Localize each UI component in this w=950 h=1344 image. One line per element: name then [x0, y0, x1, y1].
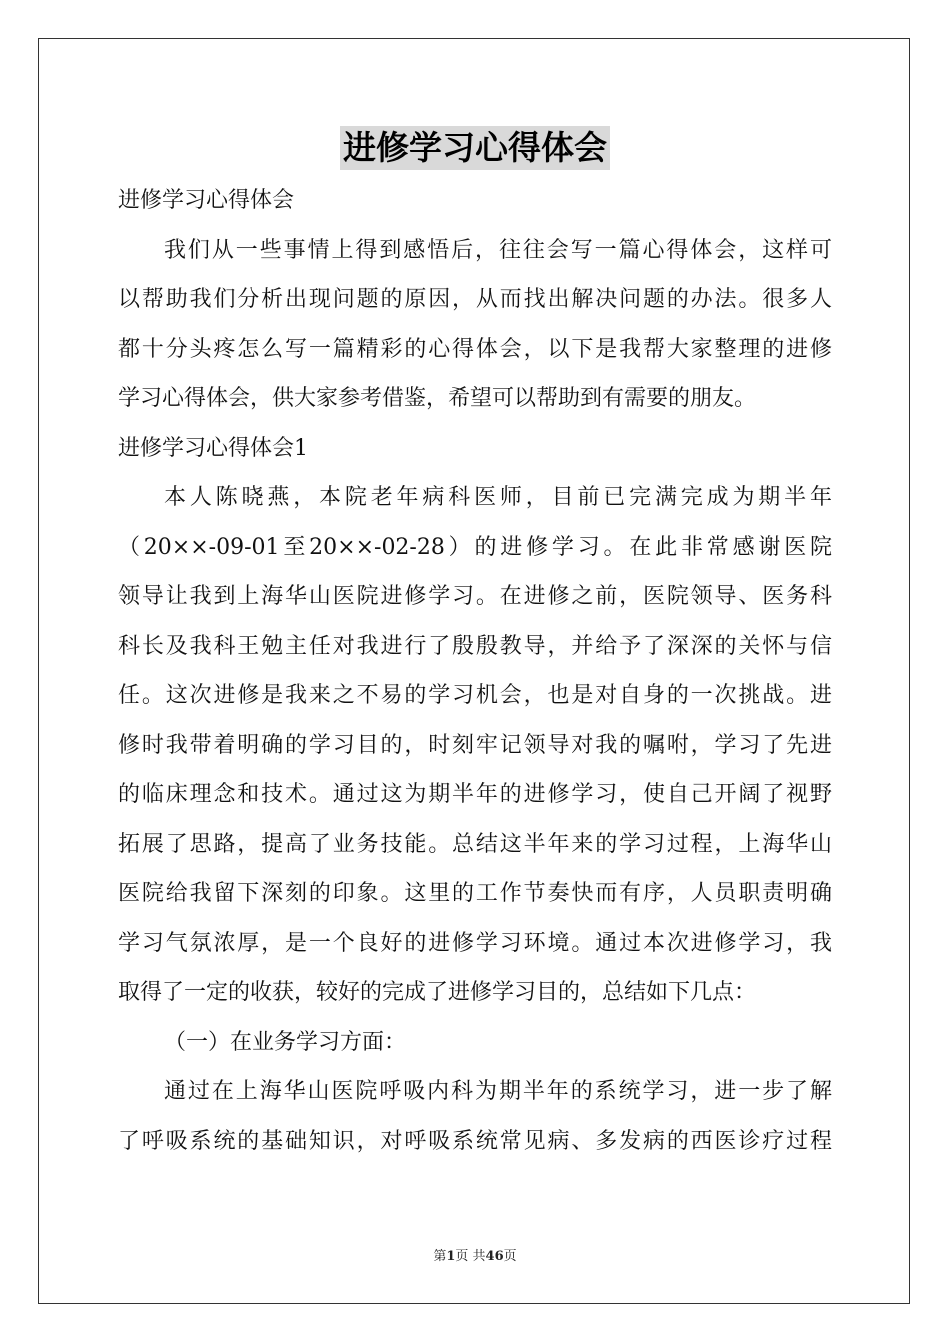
text-line: 领导让我到上海华山医院进修学习。在进修之前，医院领导、医务科: [118, 584, 832, 609]
text-line: 科长及我科王勉主任对我进行了殷殷教导，并给予了深深的关怀与信: [118, 633, 832, 659]
text-line: 取得了一定的收获，较好的完成了进修学习目的，总结如下几点：: [118, 980, 757, 1005]
footer-page-number: 1: [446, 1249, 456, 1264]
document-body: [118, 176, 832, 1166]
text-line: 我们从一些事情上得到感悟后，往往会写一篇心得体会，这样可: [164, 237, 832, 263]
text-line: 拓展了思路，提高了业务技能。总结这半年来的学习过程，上海华山: [118, 831, 832, 857]
text-line: 学习气氛浓厚，是一个良好的进修学习环境。通过本次进修学习，我: [118, 930, 832, 956]
text-line: 本人陈晓燕，本院老年病科医师，目前已完满完成为期半年: [164, 485, 832, 510]
text-line: 通过在上海华山医院呼吸内科为期半年的系统学习，进一步了解: [164, 1079, 832, 1104]
text-line: 进修学习心得体会: [118, 188, 295, 213]
text-line: 学习心得体会，供大家参考借鉴，希望可以帮助到有需要的朋友。: [118, 386, 757, 411]
text-line: 以帮助我们分析出现问题的原因，从而找出解决问题的办法。很多人: [118, 287, 832, 312]
text-line: 的临床理念和技术。通过这为期半年的进修学习，使自己开阔了视野: [118, 782, 832, 807]
text-line: （20××-09-01至20××-02-28）的进修学习。在此非常感谢医院: [118, 534, 832, 560]
text-line: 修时我带着明确的学习目的，时刻牢记领导对我的嘱咐，学习了先进: [118, 732, 832, 758]
text-line: 任。这次进修是我来之不易的学习机会，也是对自身的一次挑战。进: [118, 683, 832, 708]
footer-prefix: 第: [433, 1249, 447, 1264]
document-title: 进修学习心得体会: [340, 126, 610, 170]
footer-suffix: 页: [503, 1249, 517, 1264]
title-container: [0, 126, 950, 170]
footer-mid: 页 共: [455, 1249, 486, 1264]
text-line: 都十分头疼怎么写一篇精彩的心得体会，以下是我帮大家整理的进修: [118, 336, 832, 362]
page-footer: [0, 1245, 950, 1264]
footer-total-pages: 46: [485, 1249, 504, 1264]
text-line: 了呼吸系统的基础知识，对呼吸系统常见病、多发病的西医诊疗过程: [118, 1128, 832, 1154]
text-line: 进修学习心得体会1: [118, 435, 308, 461]
text-line: （一）在业务学习方面：: [164, 1029, 407, 1055]
text-line: 医院给我留下深刻的印象。这里的工作节奏快而有序，人员职责明确: [118, 881, 832, 906]
